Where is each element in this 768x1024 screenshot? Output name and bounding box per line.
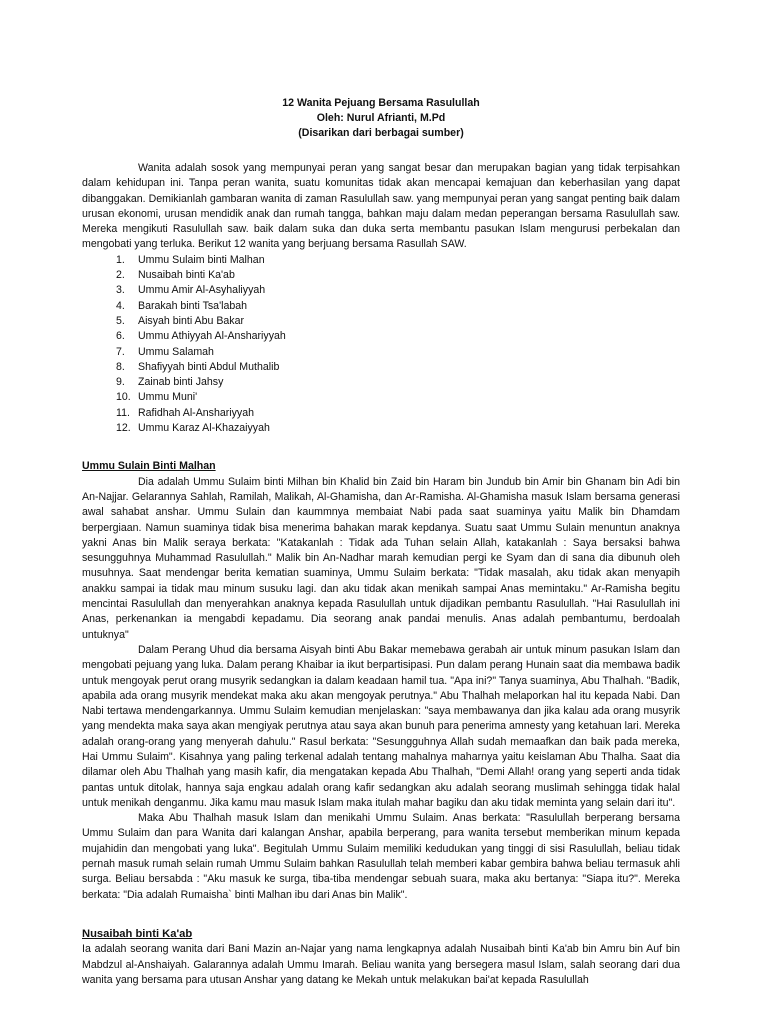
list-item-name: Barakah binti Tsa'labah — [138, 299, 248, 312]
list-item-number: 6. — [116, 330, 125, 343]
list-item — [82, 299, 680, 314]
list-item-number: 2. — [116, 269, 125, 282]
list-item-number: 3. — [116, 284, 125, 297]
list-item — [82, 314, 680, 329]
list-item-number: 5. — [116, 314, 125, 327]
section1-paragraph-2: Dalam Perang Uhud dia bersama Aisyah binti Abu Bakar memebawa gerabah air untuk minum pasukan Islam dan mengobati pejuang yang luka. Dalam perang Khaibar ia ikut berpartisipasi. Pun dalam perang Hunain saat dia membawa badik untuk mengoyak perut orang musyrik sedangkan ia dalam keadaan hamil tua. "Apa ini?" Tanya suaminya, Abu Thalhah. "Badik, apabila ada orang musyrik mendekat maka aku akan mengoyak perutnya." Abu Thalhah melaporkan hal itu kepada Nabi. Dan Nabi tertawa mendengarkannya. Ummu Sulaim kemudian menjelaskan: "saya membawanya dan jika kalau ada orang musyrik yang mendekta maka saya akan mengiyak perutnya atau saya akan bunuh para penerima amnesty yang ketahuan lari. Mereka adalah orang-orang yang menyerah dahulu." Rasul berkata: "Sesungguhnya Allah sudah memaafkan dan baik pada mereka, Hai Ummu Sulaim". Kisahnya yang paling terkenal adalah tentang mahalnya maharnya yaitu keislaman Abu Thalha. Saat dia dilamar oleh Abu Thalhah yang masih kafir, dia mengatakan kepada Abu Thalhah, "Demi Allah! orang yang seperti anda tidak pantas untuk ditolak, hannya saja engkau adalah orang kafir sedangkan aku adalah seorang muslimah sehingga tidak halal untuk menikah denganmu. Jika kamu mau masuk Islam maka itulah mahar bagiku dan aku tidak meminta yang selain dari itu". — [82, 643, 680, 809]
list-item-number: 4. — [116, 299, 125, 312]
list-item-name: Aisyah binti Abu Bakar — [138, 314, 244, 327]
list-item — [82, 421, 680, 436]
document-title: 12 Wanita Pejuang Bersama Rasulullah — [282, 97, 480, 109]
list-item-name: Ummu Amir Al-Asyhaliyyah — [138, 284, 266, 297]
list-item-name: Ummu Salamah — [138, 345, 214, 358]
list-item-name: Ummu Muni' — [138, 391, 198, 404]
document-header — [82, 96, 680, 141]
list-item-name: Nusaibah binti Ka'ab — [138, 269, 235, 282]
list-item-name: Shafiyyah binti Abdul Muthalib — [138, 360, 280, 373]
list-item-number: 7. — [116, 345, 125, 358]
list-item — [82, 360, 680, 375]
list-item — [82, 283, 680, 298]
list-item — [82, 390, 680, 405]
spacer — [82, 903, 680, 927]
list-item-name: Ummu Athiyyah Al-Anshariyyah — [138, 330, 286, 343]
section-heading-ummu-sulaim: Ummu Sulain Binti Malhan — [82, 460, 216, 473]
section1-paragraph-1: Dia adalah Ummu Sulaim binti Milhan bin Khalid bin Zaid bin Haram bin Jundub bin Amir bin Ghanam bin Adi bin An-Najjar. Gelarannya Sahlah, Ramilah, Malikah, Al-Ghamisha, dan Ar-Ramisha. Al-Ghamisha masuk Islam bersama generasi awal sahabat anshar. Ummu Sulain dan kaummnya membaiat Nabi pada saat suaminya yaitu Malik bin Dhamdam berpergiaan. Namun suaminya tidak bisa menerima bahakan marak kepdanya. Suatu saat Ummu Sulain menuntun anaknya yakni Anas bin Malik seraya berkata: "Katakanlah : Tidak ada Tuhan selain Allah, katakanlah : Saya bersaksi bahwa sesungguhnya Muhammad Rasulullah." Malik bin An-Nadhar marah kemudian pergi ke Syam dan di sana dia dibunuh oleh musuhnya. Saat mendengar berita kematian suaminya, Ummu Sulaim berkata: "Tidak masalah, aku tidak akan menyapih anakku sampai ia tidak mau minum susuku lagi. dan aku tidak akan menikah sampai Anas memintaku." Ar-Ramisha begitu mencintai Rasulullah dan menyerahkan anaknya kepada Rasulullah untuk dijadikan pembantu Rasulullah. "Hai Rasulullah ini Anas, perkenankan ia mengabdi kepadamu. Dia seorang anak pandai menulis. Anas adalah pembantumu, berdoalah untuknya" — [82, 475, 680, 641]
list-item-number: 8. — [116, 360, 125, 373]
list-item — [82, 406, 680, 421]
section1-paragraph-3: Maka Abu Thalhah masuk Islam dan menikahi Ummu Sulaim. Anas berkata: "Rasulullah berperang bersama Ummu Sulaim dan para Wanita dari kalangan Anshar, apabila berperang, para wanita tersebut memberikan minum kepada mujahidin dan mengobati yang luka". Begitulah Ummu Sulaim memiliki kedudukan yang tinggi di sisi Rasulullah, beliau tidak pernah masuk rumah selain rumah Ummu Sulaim bahkan Rasulullah telah memberi kabar gembira bahwa beliau termasuk ahli surga. Beliau bersabda : "Aku masuk ke surga, tiba-tiba mendengar sebuah suara, maka aku bertanya: "Siapa itu?". Mereka berkata: "Dia adalah Rumaisha` binti Malhan ibu dari Anas bin Malik". — [82, 812, 680, 901]
list-item-name: Ummu Karaz Al-Khazaiyyah — [138, 422, 270, 435]
section-heading-nusaibah: Nusaibah binti Ka'ab — [82, 927, 193, 940]
list-item-name: Ummu Sulaim binti Malhan — [138, 253, 265, 266]
list-item-number: 10. — [116, 391, 131, 404]
list-item — [82, 329, 680, 344]
list-item-number: 1. — [116, 253, 125, 266]
document-source-note: (Disarikan dari berbagai sumber) — [298, 127, 464, 139]
spacer — [82, 436, 680, 459]
intro-paragraph: Wanita adalah sosok yang mempunyai peran yang sangat besar dan merupakan bagian yang tidak terpisahkan dalam kehidupan ini. Tanpa peran wanita, suatu komunitas tidak akan mencapai kemajuan dan keberhasilan yang dapat dibanggakan. Demikianlah gambaran wanita di zaman Rasulullah saw. yang mempunyai peran yang sangat penting baik dalam urusan ekonomi, urusan mendidik anak dan rumah tangga, bahkan maju dalam medan peperangan bersama Rasulullah saw. Mereka mengikuti Rasulullah saw. baik dalam suka dan duka serta membantu pasukan Islam mengurusi perbekalan dan mengobati yang terluka. Berikut 12 wanita yang berjuang bersama Rasullah SAW. — [82, 162, 680, 251]
women-list — [82, 253, 680, 437]
list-item — [82, 253, 680, 268]
list-item — [82, 345, 680, 360]
section2-paragraph-1: Ia adalah seorang wanita dari Bani Mazin an-Najar yang nama lengkapnya adalah Nusaibah binti Ka'ab bin Amru bin Auf bin Mabdzul al-Anshaiyah. Galarannya adalah Ummu Imarah. Beliau wanita yang bersegera masul Islam, salah seorang dari dua wanita yang bersama para utusan Anshar yang datang ke Mekah untuk melakukan bai'at kepada Rasulullah — [82, 943, 680, 986]
list-item-name: Zainab binti Jahsy — [138, 376, 224, 389]
list-item — [82, 375, 680, 390]
list-item-number: 12. — [116, 422, 131, 435]
list-item-number: 9. — [116, 376, 125, 389]
list-item-name: Rafidhah Al-Anshariyyah — [138, 406, 255, 419]
document-author: Oleh: Nurul Afrianti, M.Pd — [316, 112, 446, 124]
list-item — [82, 268, 680, 283]
list-item-number: 11. — [116, 406, 130, 419]
